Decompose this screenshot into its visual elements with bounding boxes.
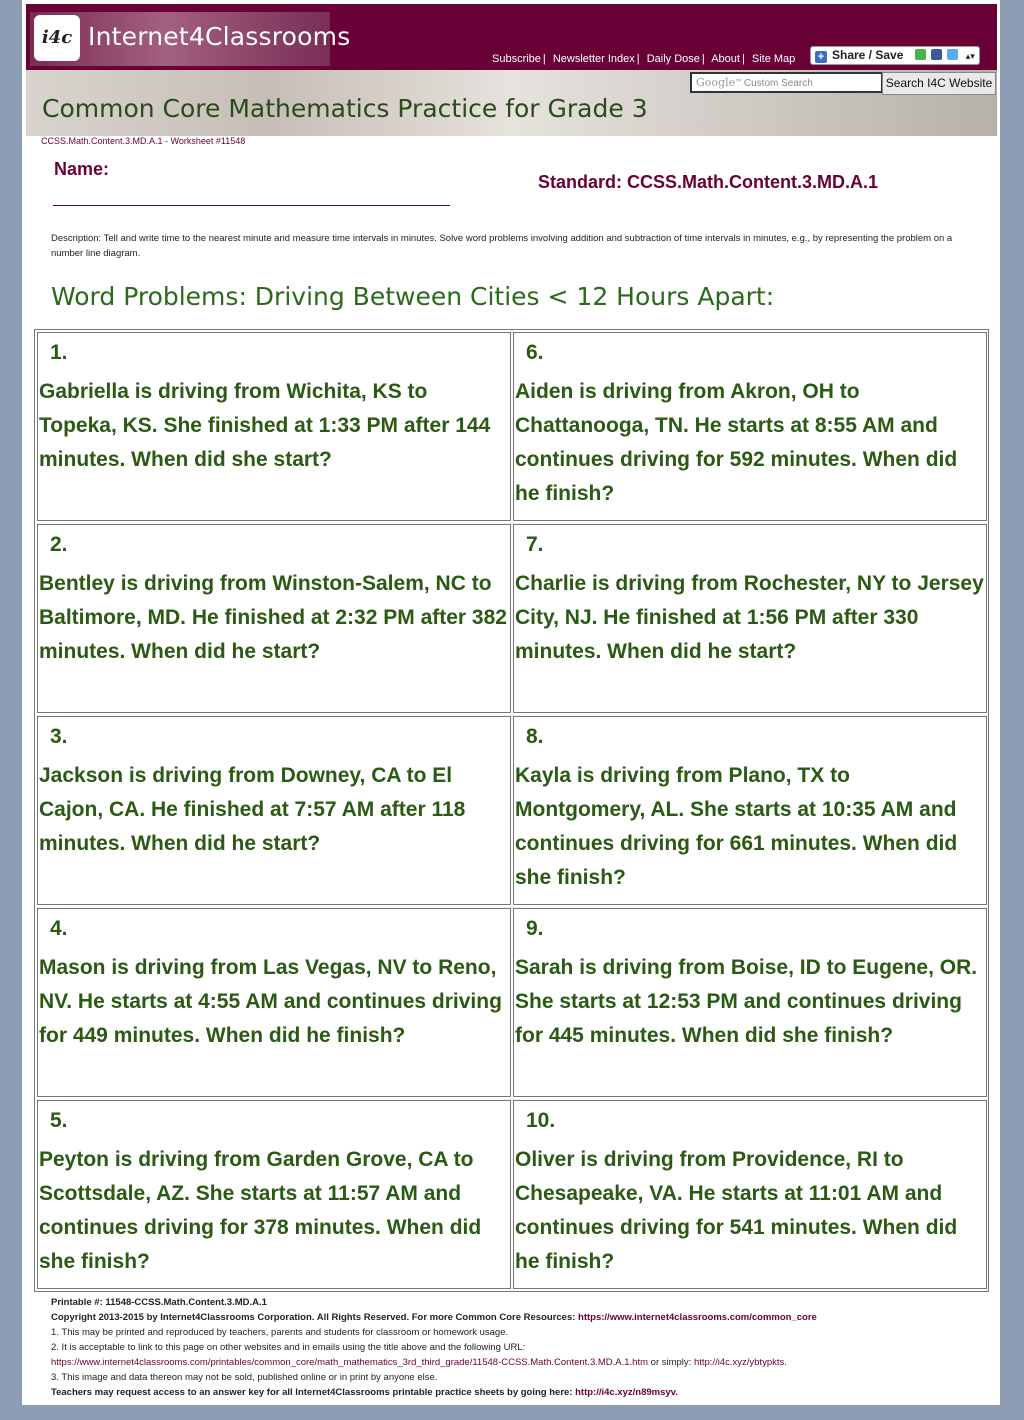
nav-about[interactable]: About xyxy=(711,53,740,65)
chevron-updown-icon: ▴▾ xyxy=(965,51,975,61)
answer-key-link[interactable]: http://i4c.xyz/n89msyv xyxy=(575,1387,676,1398)
share-save-button[interactable] xyxy=(810,46,980,65)
footer-line-2-urls: https://www.internet4classrooms.com/printables/common_core/math_mathematics_3rd_third_grade/11548-CCSS.Math.Content.3.MD.A.1.htm or simply: http://i4c.xyz/ybtypkts. xyxy=(51,1357,787,1368)
problem-cell xyxy=(37,332,511,521)
problem-number: 4. xyxy=(50,917,68,940)
nav-site-map[interactable]: Site Map xyxy=(751,53,796,65)
problem-cell xyxy=(37,716,511,905)
email-share-icon xyxy=(915,49,926,60)
problem-cell xyxy=(513,908,987,1097)
site-header xyxy=(26,4,997,70)
printable-number: Printable #: 11548-CCSS.Math.Content.3.MD.A.1 xyxy=(51,1297,267,1308)
problem-text: Charlie is driving from Rochester, NY to Jersey City, NJ. He finished at 1:56 PM after 330 minutes. When did he start? xyxy=(515,572,984,663)
problem-text: Jackson is driving from Downey, CA to El Cajon, CA. He finished at 7:57 AM after 118 minutes. When did he start? xyxy=(39,764,466,855)
short-url-link[interactable]: http://i4c.xyz/ybtypkts xyxy=(693,1357,785,1368)
problem-number: 3. xyxy=(50,725,68,748)
problem-number: 8. xyxy=(526,725,544,748)
description: Description: Tell and write time to the nearest minute and measure time intervals in minutes. Solve word problems involving addition and subtraction of time intervals in minutes, e.g., by representing the problem on a number line diagram. xyxy=(51,233,953,259)
problem-cell xyxy=(37,1100,511,1289)
search-placeholder: Custom Search xyxy=(743,78,813,89)
common-core-link[interactable]: https://www.internet4classrooms.com/common_core xyxy=(578,1312,817,1323)
worksheet-url-link[interactable]: https://www.internet4classrooms.com/printables/common_core/math_mathematics_3rd_third_grade/11548-CCSS.Math.Content.3.MD.A.1.htm xyxy=(51,1357,649,1368)
problem-number: 2. xyxy=(50,533,68,556)
page-banner xyxy=(26,70,997,136)
site-logo[interactable] xyxy=(30,12,351,66)
name-underline xyxy=(53,205,450,206)
worksheet-crumb: CCSS.Math.Content.3.MD.A.1 - Worksheet #11548 xyxy=(41,136,246,146)
plus-icon: + xyxy=(815,51,827,63)
problem-text: Sarah is driving from Boise, ID to Eugene, OR. She starts at 12:53 PM and continues driving for 445 minutes. When did she finish? xyxy=(515,956,978,1047)
problems-grid xyxy=(34,329,989,1292)
problem-text: Kayla is driving from Plano, TX to Montgomery, AL. She starts at 10:35 AM and continues driving for 661 minutes. When did she finish? xyxy=(515,764,958,889)
problem-cell xyxy=(513,716,987,905)
problem-text: Oliver is driving from Providence, RI to Chesapeake, VA. He starts at 11:01 AM and continues driving for 541 minutes. When did he finish? xyxy=(515,1148,958,1273)
problem-text: Gabriella is driving from Wichita, KS to Topeka, KS. She finished at 1:33 PM after 144 minutes. When did she start? xyxy=(39,380,491,471)
worksheet-title: Word Problems: Driving Between Cities < 12 Hours Apart: xyxy=(51,282,775,311)
problem-cell xyxy=(513,332,987,521)
problem-number: 1. xyxy=(50,341,68,364)
or-simply-text: or simply: xyxy=(648,1357,694,1368)
logo-text: Internet4Classrooms xyxy=(88,22,351,51)
standard-label: Standard: CCSS.Math.Content.3.MD.A.1 xyxy=(538,172,879,192)
footer-line-3: 3. This image and data thereon may not be sold, published online or in print by anyone else. xyxy=(51,1372,438,1383)
problem-text: Peyton is driving from Garden Grove, CA to Scottsdale, AZ. She starts at 11:57 AM and continues driving for 378 minutes. When did she finish? xyxy=(39,1148,482,1273)
footer xyxy=(51,1295,981,1400)
page-title: Common Core Mathematics Practice for Grade 3 xyxy=(42,94,648,123)
problem-cell xyxy=(513,1100,987,1289)
top-nav: Subscribe | Newsletter Index | Daily Dose | About | Site Map xyxy=(492,53,796,65)
name-label: Name: xyxy=(54,159,110,179)
teachers-line: Teachers may request access to an answer key for all Internet4Classrooms printable practice sheets by going here: http://i4c.xyz/n89msyv. xyxy=(51,1387,678,1398)
problem-number: 6. xyxy=(526,341,544,364)
problem-number: 5. xyxy=(50,1109,68,1132)
twitter-icon xyxy=(947,49,958,60)
problem-text: Aiden is driving from Akron, OH to Chattanooga, TN. He starts at 8:55 AM and continues driving for 592 minutes. When did he finish? xyxy=(515,380,958,505)
problem-cell xyxy=(37,908,511,1097)
footer-line-2: 2. It is acceptable to link to this page on other websites and in emails using the title above and the following URL: xyxy=(51,1342,526,1353)
nav-newsletter-index[interactable]: Newsletter Index xyxy=(552,53,635,65)
search-input[interactable]: Google™ Custom Search xyxy=(690,72,883,93)
problem-number: 9. xyxy=(526,917,544,940)
copyright-line xyxy=(51,1310,981,1325)
facebook-icon xyxy=(931,49,942,60)
problem-cell xyxy=(37,524,511,713)
problem-number: 10. xyxy=(526,1109,556,1132)
problem-text: Mason is driving from Las Vegas, NV to Reno, NV. He starts at 4:55 AM and continues driving for 449 minutes. When did he finish? xyxy=(39,956,502,1047)
problem-number: 7. xyxy=(526,533,544,556)
problem-text: Bentley is driving from Winston-Salem, NC to Baltimore, MD. He finished at 2:32 PM after 382 minutes. When did he start? xyxy=(39,572,507,663)
worksheet-page xyxy=(22,0,1000,1405)
search-button[interactable]: Search I4C Website xyxy=(882,72,996,95)
copyright-text: Copyright 2013-2015 by Internet4Classrooms Corporation. All Rights Reserved. For more Common Core Resources: xyxy=(51,1312,579,1323)
google-logo: Google xyxy=(696,76,736,89)
footer-line-1: 1. This may be printed and reproduced by teachers, parents and students for classroom or homework usage. xyxy=(51,1327,509,1338)
teachers-text: Teachers may request access to an answer key for all Internet4Classrooms printable practice sheets by going here: xyxy=(51,1387,576,1398)
share-save-label: Share / Save xyxy=(832,48,904,62)
nav-subscribe[interactable]: Subscribe xyxy=(492,53,541,65)
problem-cell xyxy=(513,524,987,713)
nav-daily-dose[interactable]: Daily Dose xyxy=(646,53,700,65)
logo-badge-icon: i4c xyxy=(34,15,80,61)
